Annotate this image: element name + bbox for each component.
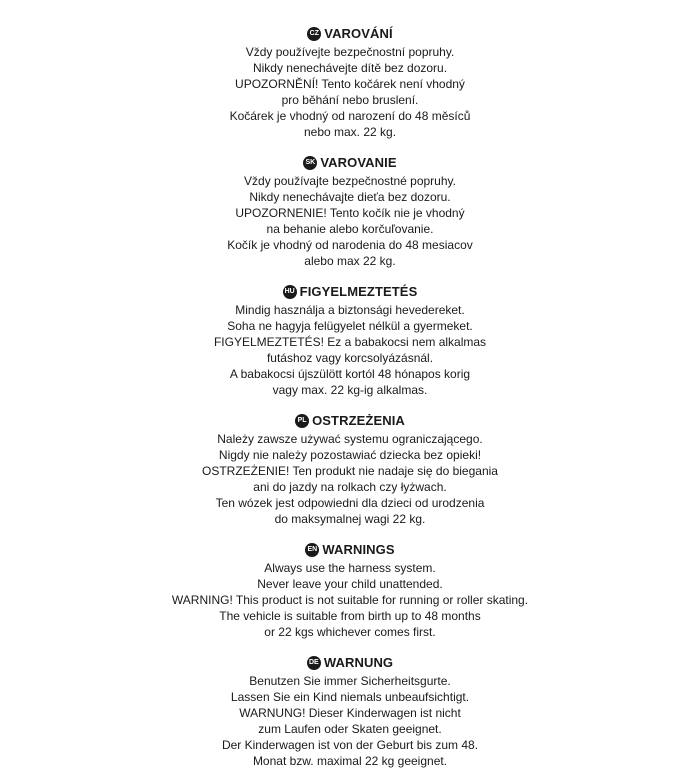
warning-line: Lassen Sie ein Kind niemals unbeaufsichtigt. — [230, 690, 470, 704]
language-badge-en: EN — [305, 543, 319, 557]
warning-line: Nikdy nenechávajte dieťa bez dozoru. — [249, 190, 451, 204]
warning-line: do maksymalnej wagi 22 kg. — [274, 512, 426, 526]
warning-section-de — [0, 653, 700, 769]
section-heading — [0, 540, 700, 559]
warning-line: Ten wózek jest odpowiedni dla dzieci od urodzenia — [215, 496, 485, 510]
warning-line: vagy max. 22 kg-ig alkalmas. — [272, 383, 428, 397]
warning-line: Vždy používajte bezpečnostné popruhy. — [244, 174, 456, 188]
warning-line: Nikdy nenechávejte dítě bez dozoru. — [252, 61, 448, 75]
section-title: WARNINGS — [322, 542, 395, 557]
language-badge-pl: PL — [295, 414, 309, 428]
warning-section-pl — [0, 411, 700, 527]
warning-section-cz — [0, 24, 700, 140]
section-heading — [0, 24, 700, 43]
warning-line: Kočárek je vhodný od narození do 48 měsíců — [229, 109, 471, 123]
warning-line: WARNUNG! Dieser Kinderwagen ist nicht — [239, 706, 461, 720]
warning-line: FIGYELMEZTETÉS! Ez a babakocsi nem alkalmas — [213, 335, 487, 349]
warning-line: OSTRZEŻENIE! Ten produkt nie nadaje się do biegania — [202, 464, 498, 478]
warning-line: UPOZORNENIE! Tento kočík nie je vhodný — [235, 206, 465, 220]
warning-line: Vždy používejte bezpečnostní popruhy. — [245, 45, 455, 59]
warning-line: Never leave your child unattended. — [257, 577, 443, 591]
warning-section-hu — [0, 282, 700, 398]
language-badge-hu: HU — [283, 285, 297, 299]
warnings-document — [0, 24, 700, 782]
section-title: WARNUNG — [323, 655, 394, 670]
language-badge-de: DE — [307, 656, 321, 670]
warning-line: nebo max. 22 kg. — [303, 125, 397, 139]
warning-line: Należy zawsze używać systemu ograniczającego. — [217, 432, 483, 446]
section-title: OSTRZEŻENIA — [312, 413, 405, 428]
warning-line: ani do jazdy na rolkach czy łyżwach. — [253, 480, 447, 494]
warning-line: alebo max 22 kg. — [304, 254, 396, 268]
warning-line: Always use the harness system. — [264, 561, 436, 575]
language-badge-cz: CZ — [307, 27, 321, 41]
warning-line: zum Laufen oder Skaten geeignet. — [258, 722, 442, 736]
language-badge-sk: SK — [303, 156, 317, 170]
warning-line: UPOZORNĚNÍ! Tento kočárek není vhodný — [235, 77, 465, 91]
warning-line: Nigdy nie należy pozostawiać dziecka bez opieki! — [218, 448, 482, 462]
warning-line: WARNING! This product is not suitable for running or roller skating. — [171, 593, 529, 607]
warning-line: Der Kinderwagen ist von der Geburt bis zum 48. — [221, 738, 479, 752]
warning-line: Monat bzw. maximal 22 kg geeignet. — [252, 754, 448, 768]
warning-section-en — [0, 540, 700, 640]
warning-line: pro běhání nebo bruslení. — [281, 93, 419, 107]
section-heading — [0, 153, 700, 172]
warning-line: The vehicle is suitable from birth up to 48 months — [219, 609, 481, 623]
section-title: FIGYELMEZTETÉS — [299, 284, 418, 299]
section-title: VAROVÁNÍ — [324, 26, 393, 41]
section-heading — [0, 282, 700, 301]
warning-line: or 22 kgs whichever comes first. — [264, 625, 436, 639]
section-title: VAROVANIE — [320, 155, 397, 170]
warning-line: Benutzen Sie immer Sicherheitsgurte. — [249, 674, 451, 688]
warning-line: Kočík je vhodný od narodenia do 48 mesiacov — [227, 238, 473, 252]
warning-line: na behanie alebo korčuľovanie. — [266, 222, 434, 236]
warning-line: futáshoz vagy korcsolyázásnál. — [266, 351, 434, 365]
section-heading — [0, 653, 700, 672]
section-heading — [0, 411, 700, 430]
warning-line: Soha ne hagyja felügyelet nélkül a gyermeket. — [227, 319, 473, 333]
warning-section-sk — [0, 153, 700, 269]
warning-line: Mindig használja a biztonsági hevedereket. — [235, 303, 465, 317]
warning-line: A babakocsi újszülött kortól 48 hónapos korig — [229, 367, 471, 381]
